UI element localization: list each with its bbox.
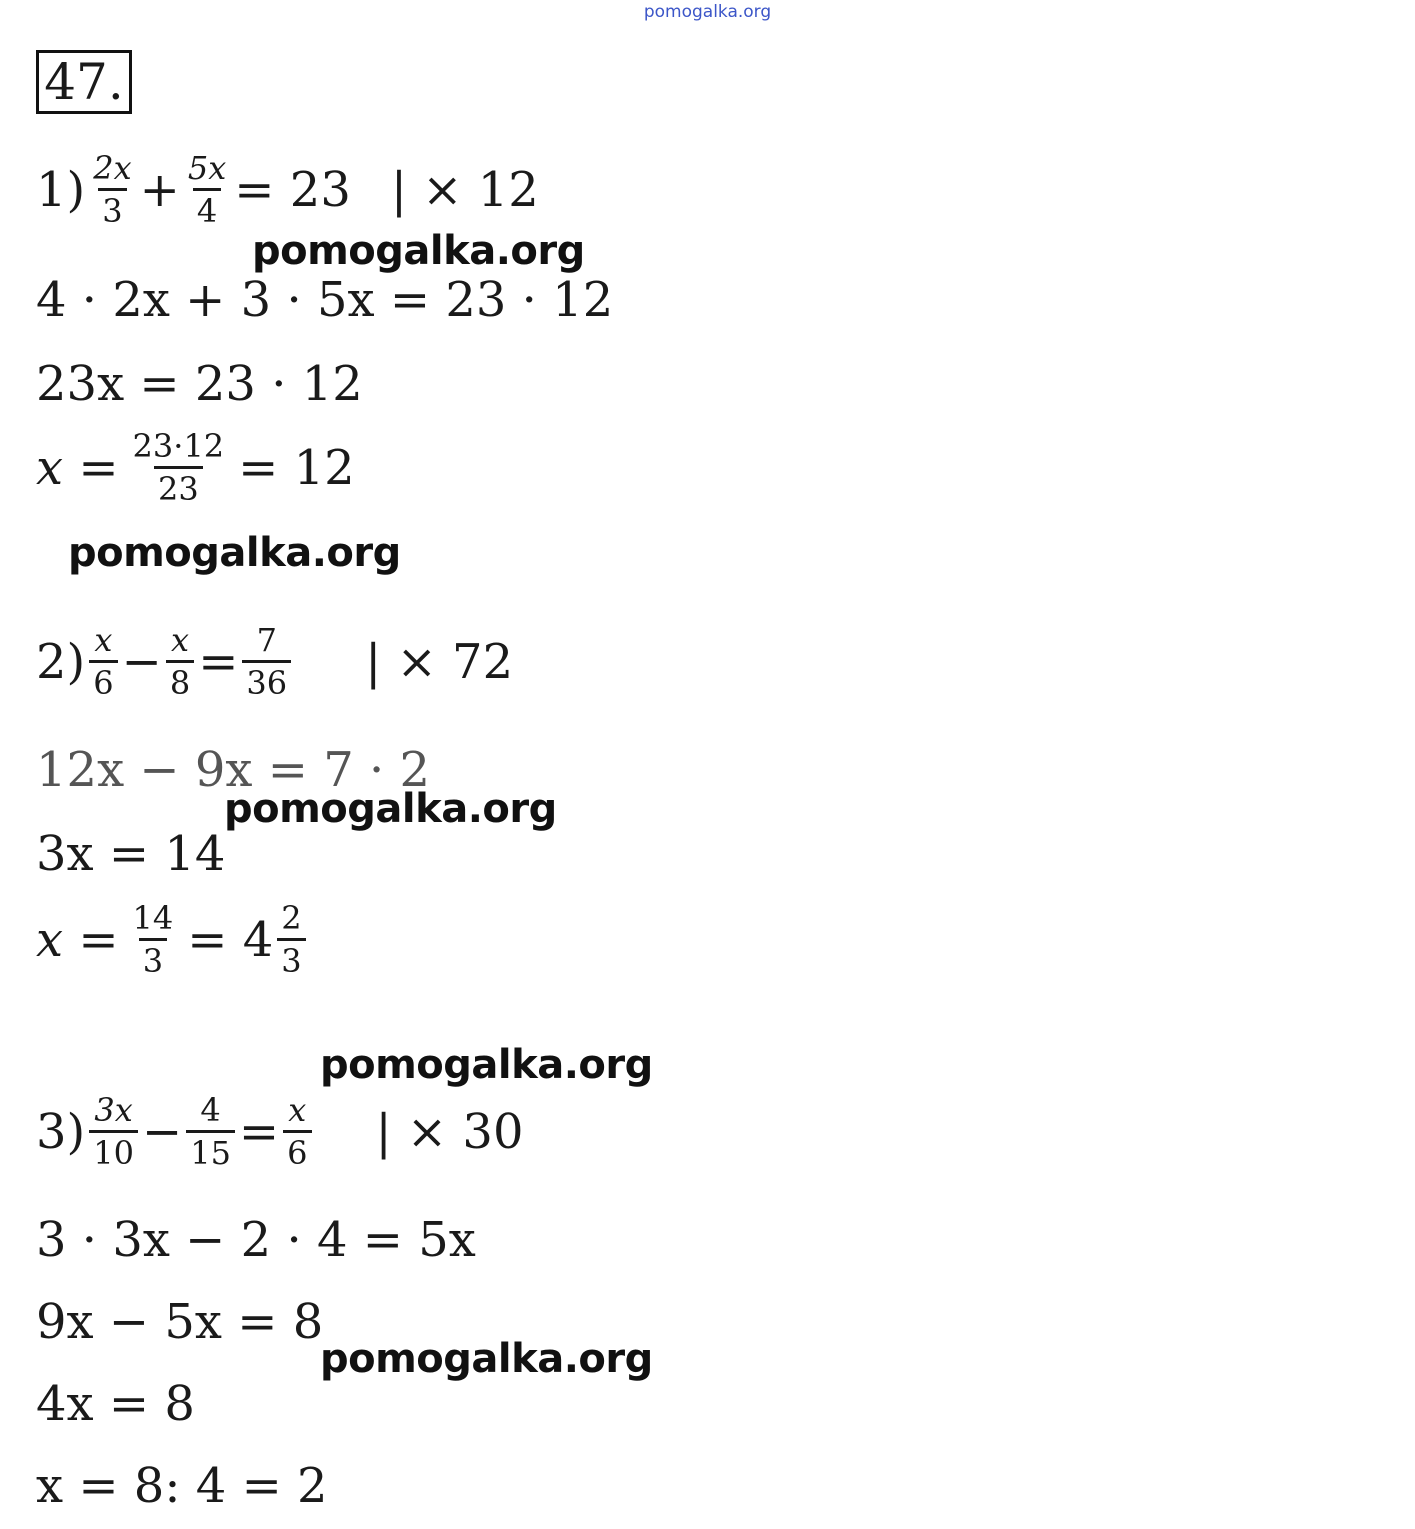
p2-f3-denominator: 36 (242, 660, 291, 699)
p3-f3-denominator: 6 (283, 1130, 311, 1169)
p2-fraction-3 (242, 621, 291, 702)
p3-fraction-1 (89, 1091, 138, 1172)
p3-step-4: x = 8: 4 = 2 (36, 1458, 328, 1514)
p2-fraction-2 (166, 621, 194, 702)
p3-step-3: 4x = 8 (36, 1376, 195, 1432)
p2-step-2: 3x = 14 (36, 826, 226, 882)
p1-multiplier: | × 12 (390, 161, 539, 218)
p3-multiplier: | × 30 (375, 1103, 524, 1160)
p2-fraction-1 (89, 621, 117, 702)
p1-s3-numerator: 23·12 (132, 427, 225, 465)
p2-f2-numerator: x (171, 621, 190, 659)
p1-s3-lhs: x = (36, 439, 119, 496)
p3-f1-denominator: 10 (89, 1130, 138, 1169)
watermark-2: pomogalka.org (68, 530, 401, 576)
p1-s3-rhs: = 12 (238, 439, 355, 496)
p3-equation (36, 1091, 524, 1172)
p2-equation (36, 621, 514, 702)
p1-s3-denominator: 23 (154, 466, 203, 505)
p3-f2-denominator: 15 (186, 1130, 235, 1169)
p2-operator: − (121, 633, 162, 690)
p1-step-1: 4 · 2x + 3 · 5x = 23 · 12 (36, 272, 614, 328)
p1-rhs: = 23 (234, 161, 351, 218)
p2-s3-mixed-fraction (277, 899, 305, 980)
p2-equals: = (198, 633, 239, 690)
p2-label: 2) (36, 633, 86, 690)
p3-label: 3) (36, 1103, 86, 1160)
p1-operator: + (139, 161, 180, 218)
problem-number: 47. (36, 50, 132, 114)
p3-f2-numerator: 4 (200, 1091, 221, 1129)
p1-step-2: 23x = 23 · 12 (36, 356, 363, 412)
watermark-4: pomogalka.org (320, 1042, 653, 1088)
p1-label: 1) (36, 161, 86, 218)
p2-f1-denominator: 6 (89, 660, 117, 699)
p3-f3-numerator: x (288, 1091, 307, 1129)
watermark-5: pomogalka.org (320, 1336, 653, 1382)
p2-s3-mixed-denominator: 3 (277, 938, 305, 977)
p3-step-2: 9x − 5x = 8 (36, 1294, 324, 1350)
p3-fraction-2 (186, 1091, 235, 1172)
p2-s3-lhs: x = (36, 911, 119, 968)
p1-step-3 (36, 427, 355, 508)
p2-s3-numerator: 14 (132, 899, 174, 937)
p1-f2-numerator: 5x (187, 149, 227, 187)
p3-step-1: 3 · 3x − 2 · 4 = 5x (36, 1212, 476, 1268)
p1-s3-fraction (129, 427, 229, 508)
p2-s3-mid: = 4 (187, 911, 274, 968)
p2-step-3 (36, 899, 310, 980)
p3-equals: = (238, 1103, 280, 1160)
p2-f2-denominator: 8 (166, 660, 194, 699)
watermark-1: pomogalka.org (252, 228, 585, 274)
p1-f1-numerator: 2x (93, 149, 132, 187)
p3-f1-numerator: 3x (94, 1091, 133, 1129)
p3-fraction-3 (283, 1091, 311, 1172)
p2-multiplier: | × 72 (365, 633, 514, 690)
p2-s3-fraction (129, 899, 178, 980)
p1-equation (36, 149, 539, 230)
p2-step-1: 12x − 9x = 7 · 2 (36, 742, 431, 798)
p3-operator: − (141, 1103, 183, 1160)
p2-f1-numerator: x (94, 621, 113, 659)
p1-f2-denominator: 4 (193, 188, 221, 227)
p2-s3-denominator: 3 (139, 938, 167, 977)
top-watermark: pomogalka.org (643, 2, 772, 22)
p1-fraction-2 (184, 149, 230, 230)
p1-f1-denominator: 3 (98, 188, 126, 227)
p1-fraction-1 (89, 149, 135, 230)
p2-f3-numerator: 7 (256, 621, 277, 659)
watermark-3: pomogalka.org (224, 786, 557, 832)
p2-s3-mixed-numerator: 2 (281, 899, 302, 937)
